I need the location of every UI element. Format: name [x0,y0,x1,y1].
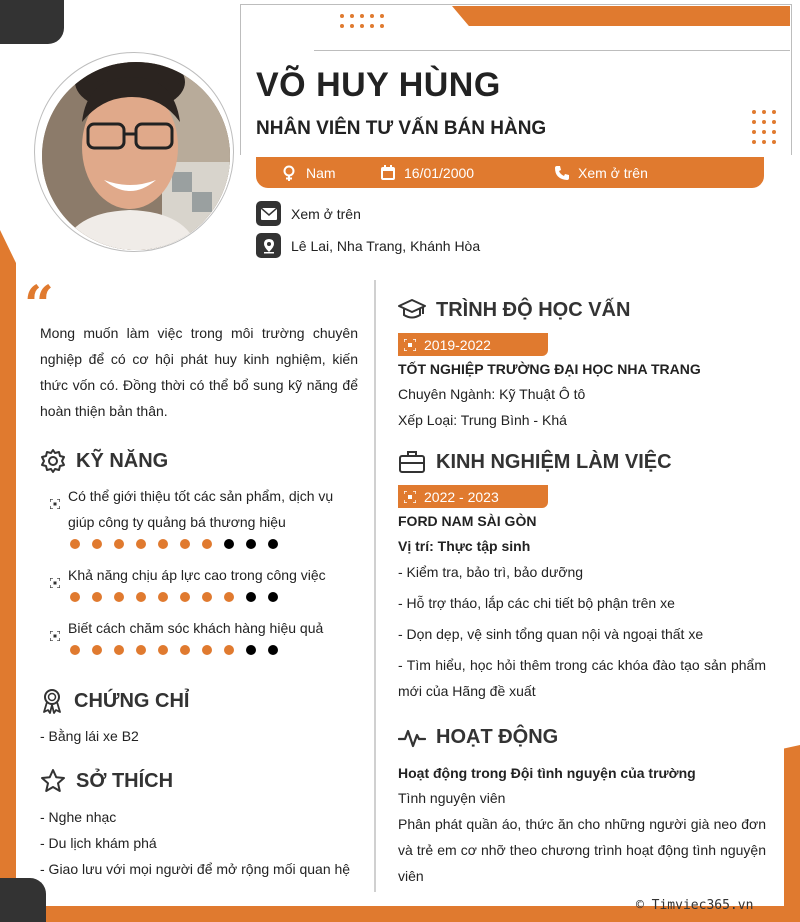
hobby-item: - Du lịch khám phá [40,835,157,851]
email-row [256,201,361,226]
birthdate-value: 16/01/2000 [404,164,475,181]
experience-task: - Tìm hiểu, học hỏi thêm trong các khóa đào tạo sản phẩm mới của Hãng đề xuất [398,657,766,699]
education-period-tag [398,333,548,356]
skill-label: Biết cách chăm sóc khách hàng hiệu quả [68,620,324,636]
activity-description: Phân phát quần áo, thức ăn cho những người già neo đơn và trẻ em cơ nhỡ theo chương trình hoạt động tình nguyện viên [398,816,766,884]
hobbies-title: SỞ THÍCH [76,769,174,792]
experience-heading [398,450,672,474]
skill-label: Khả năng chịu áp lực cao trong công việc [68,567,326,583]
skill-rating [70,645,278,655]
column-divider [374,280,376,892]
skill-rating [70,592,278,602]
birthdate-item [380,165,474,181]
gender-icon [280,164,298,182]
decor-dots-right [752,110,776,144]
candidate-name: VÕ HUY HÙNG [256,66,501,104]
skills-title: KỸ NĂNG [76,449,169,472]
location-icon [256,233,281,258]
focus-bullet-icon [50,623,60,633]
hobby-item: - Giao lưu với mọi người để mở rộng mối quan hệ [40,861,351,877]
avatar [42,62,230,250]
gender-item [280,164,336,182]
hobby-item: - Nghe nhạc [40,809,117,825]
decor-corner-bottom-left [0,878,46,922]
hobbies-heading [40,768,173,794]
skill-item [50,483,360,535]
certificates-heading [40,688,189,714]
education-period: 2019-2022 [424,336,491,353]
footer-watermark: © Timviec365.vn [636,898,754,913]
skill-rating [70,539,278,549]
email-value: Xem ở trên [291,205,361,222]
focus-bullet-icon [50,491,60,501]
avatar-photo [42,62,230,250]
skill-item [50,562,360,588]
header-frame-line [314,50,790,51]
education-grade: Xếp Loại: Trung Bình - Khá [398,412,567,428]
activity-name: Hoạt động trong Đội tình nguyện của trường [398,765,696,781]
info-bar [256,157,764,188]
gear-icon [40,448,66,474]
focus-icon [404,491,416,503]
email-icon [256,201,281,226]
address-value: Lê Lai, Nha Trang, Khánh Hòa [291,237,481,254]
skills-heading [40,448,168,474]
skill-item [50,615,360,641]
education-title: TRÌNH ĐỘ HỌC VẤN [436,298,631,321]
calendar-icon [380,165,396,181]
award-icon [40,688,64,714]
focus-icon [404,339,416,351]
certificates-title: CHỨNG CHỈ [74,689,190,712]
experience-task: - Kiểm tra, bảo trì, bảo dưỡng [398,564,584,580]
decor-stripe-right [784,745,800,922]
activities-heading [398,726,558,749]
experience-period-tag [398,485,548,508]
experience-role: Vị trí: Thực tập sinh [398,538,531,554]
briefcase-icon [398,450,426,474]
activity-pulse-icon [398,727,426,749]
experience-task: - Hỗ trợ tháo, lắp các chi tiết bộ phận trên xe [398,595,675,611]
decor-stripe-left [0,230,16,890]
education-major: Chuyên Ngành: Kỹ Thuật Ô tô [398,386,586,402]
education-heading [398,298,630,322]
quote-icon: “ [24,275,54,336]
phone-item [554,165,648,181]
experience-task: - Dọn dẹp, vệ sinh tổng quan nội và ngoại thất xe [398,626,704,642]
certificate-item: - Bằng lái xe B2 [40,728,139,744]
education-school: TỐT NGHIỆP TRƯỜNG ĐẠI HỌC NHA TRANG [398,361,701,377]
decor-dots-top [340,14,384,28]
career-objective: Mong muốn làm việc trong môi trường chuyên nghiệp để có cơ hội phát huy kinh nghiệm, kiến thức vốn có. Đồng thời có thể bổ sung kỹ năng để hoàn thiện bản thân. [40,325,358,419]
graduation-cap-icon [398,298,426,322]
focus-bullet-icon [50,570,60,580]
activity-role: Tình nguyện viên [398,790,506,806]
star-icon [40,768,66,794]
skill-label: Có thể giới thiệu tốt các sản phẩm, dịch vụ giúp công ty quảng bá thương hiệu [68,488,334,530]
address-row [256,233,480,258]
phone-icon [554,165,570,181]
experience-period: 2022 - 2023 [424,488,499,505]
experience-title: KINH NGHIỆM LÀM VIỆC [436,450,672,473]
experience-company: FORD NAM SÀI GÒN [398,513,537,529]
activities-title: HOẠT ĐỘNG [436,726,559,748]
decor-corner-top-left [0,0,64,44]
candidate-position: NHÂN VIÊN TƯ VẤN BÁN HÀNG [256,118,547,139]
gender-value: Nam [306,164,336,181]
phone-value: Xem ở trên [578,164,648,181]
